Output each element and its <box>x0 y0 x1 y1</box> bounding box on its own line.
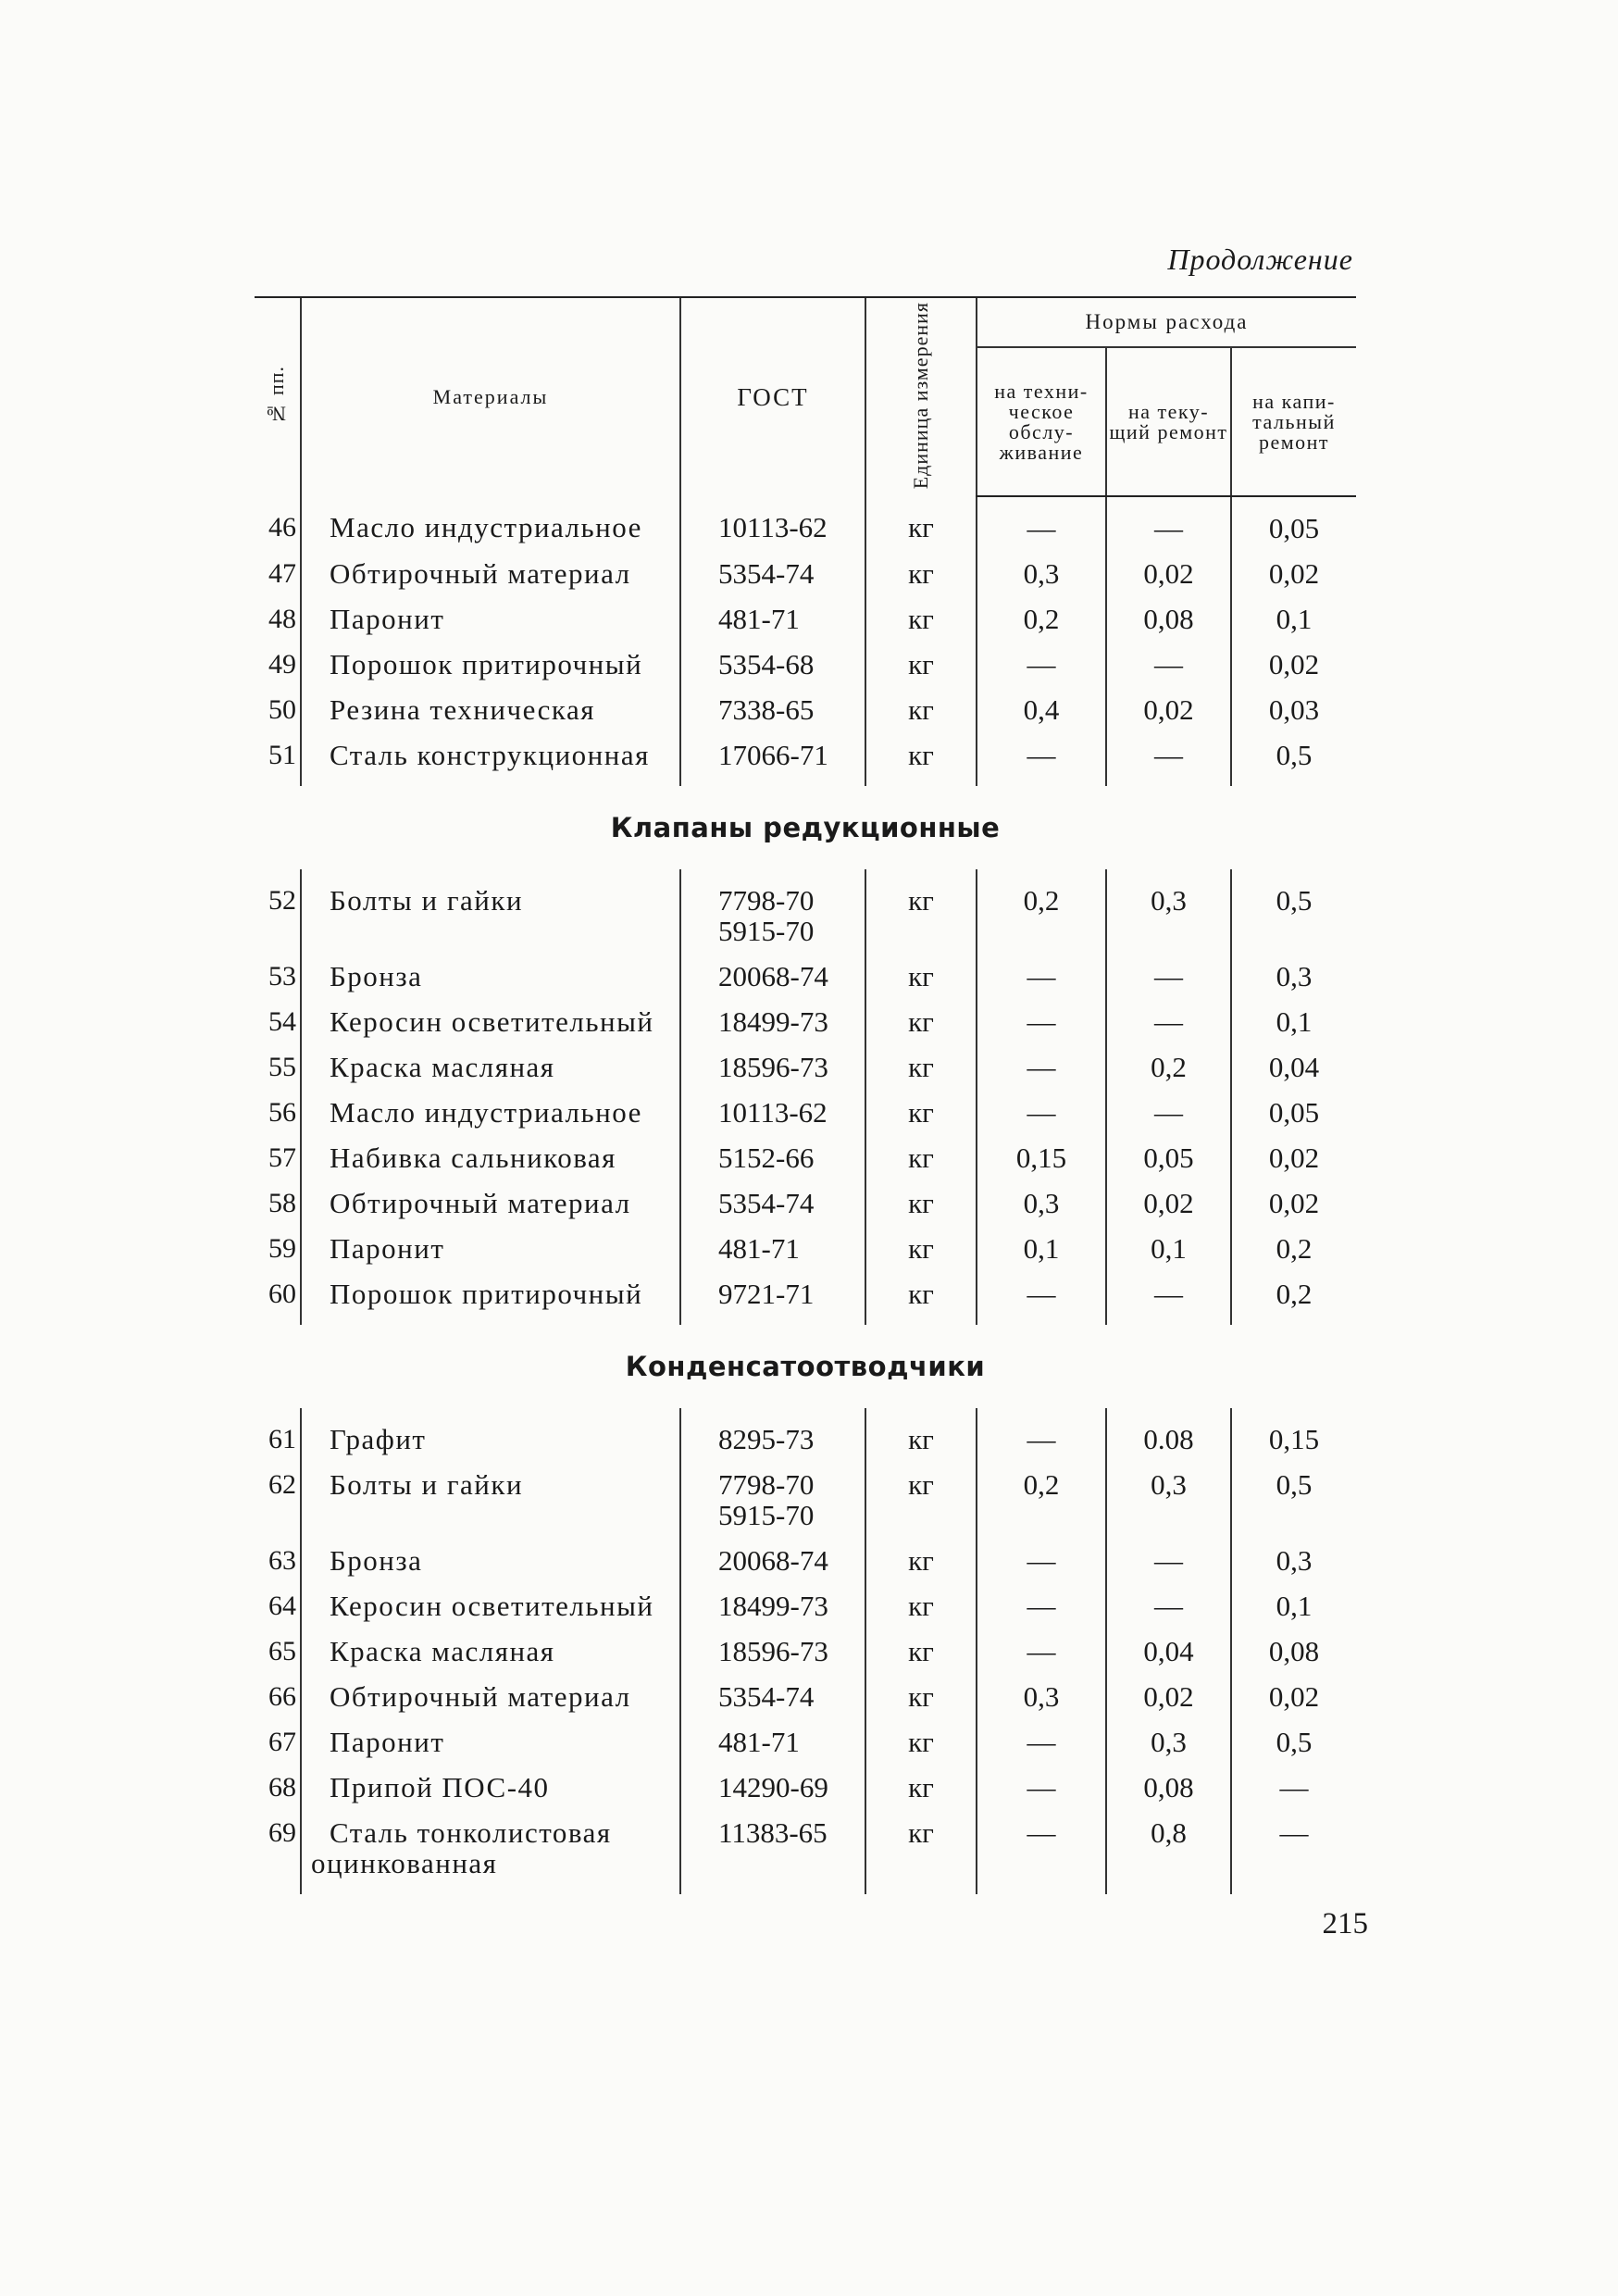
material-name: Масло индустриальное <box>301 1098 680 1143</box>
norm-current-repair: 0,3 <box>1106 1470 1231 1546</box>
norm-current-repair: 0,04 <box>1106 1637 1231 1682</box>
material-name: Сталь конструкционная <box>301 741 680 786</box>
norm-capital-repair: 0,02 <box>1231 650 1356 695</box>
row-number: 65 <box>268 1636 296 1667</box>
table-row <box>255 1591 1356 1637</box>
gost-code: 18596-73 <box>680 1053 865 1098</box>
norm-capital-repair: 0,05 <box>1231 1098 1356 1143</box>
row-number: 66 <box>268 1681 296 1713</box>
row-number: 61 <box>268 1424 296 1455</box>
norm-current-repair: — <box>1106 496 1231 559</box>
unit: кг <box>865 1143 977 1189</box>
row-number: 49 <box>268 649 296 680</box>
unit: кг <box>865 962 977 1007</box>
unit: кг <box>865 650 977 695</box>
section-title: Конденсатоотводчики <box>625 1351 986 1383</box>
norm-maintenance: 0,2 <box>977 605 1106 650</box>
unit: кг <box>865 605 977 650</box>
norm-capital-repair: 0,1 <box>1231 1007 1356 1053</box>
header-current-repair: на теку- щий ремонт <box>1106 347 1231 496</box>
unit: кг <box>865 496 977 559</box>
material-name: Краска масляная <box>301 1637 680 1682</box>
row-number: 57 <box>268 1142 296 1174</box>
material-name: Припой ПОС-40 <box>301 1773 680 1818</box>
row-number: 47 <box>268 558 296 590</box>
gost-code: 5354-74 <box>680 1189 865 1234</box>
norm-maintenance: — <box>977 962 1106 1007</box>
norm-capital-repair: 0,5 <box>1231 1728 1356 1773</box>
row-number: 67 <box>268 1727 296 1758</box>
gost-code: 8295-73 <box>680 1408 865 1470</box>
unit: кг <box>865 1682 977 1728</box>
norm-maintenance: 0,3 <box>977 559 1106 605</box>
norm-current-repair: — <box>1106 650 1231 695</box>
gost-code: 17066-71 <box>680 741 865 786</box>
gost-code: 14290-69 <box>680 1773 865 1818</box>
norm-current-repair: 0,05 <box>1106 1143 1231 1189</box>
header-gost: ГОСТ <box>680 297 865 496</box>
gost-code: 18499-73 <box>680 1591 865 1637</box>
norm-capital-repair: 0,5 <box>1231 869 1356 962</box>
norm-maintenance: 0,1 <box>977 1234 1106 1279</box>
norm-current-repair: 0,02 <box>1106 695 1231 741</box>
material-name: Паронит <box>301 605 680 650</box>
material-name: Керосин осветительный <box>301 1591 680 1637</box>
material-name: Керосин осветительный <box>301 1007 680 1053</box>
norm-maintenance: — <box>977 1818 1106 1894</box>
table-row <box>255 869 1356 962</box>
norm-maintenance: 0,2 <box>977 1470 1106 1546</box>
row-number: 50 <box>268 694 296 726</box>
row-number: 58 <box>268 1188 296 1219</box>
norm-capital-repair: 0,02 <box>1231 559 1356 605</box>
material-name: Резина техническая <box>301 695 680 741</box>
norm-current-repair: 0,02 <box>1106 1189 1231 1234</box>
norm-current-repair: 0,2 <box>1106 1053 1231 1098</box>
norm-maintenance: — <box>977 1007 1106 1053</box>
table-row <box>255 1470 1356 1546</box>
row-number: 59 <box>268 1233 296 1265</box>
norm-capital-repair: 0,2 <box>1231 1234 1356 1279</box>
material-name: Краска масляная <box>301 1053 680 1098</box>
row-number: 60 <box>268 1279 296 1310</box>
norm-maintenance: — <box>977 1773 1106 1818</box>
gost-code: 7338-65 <box>680 695 865 741</box>
row-number: 51 <box>268 740 296 771</box>
gost-code: 7798-70 5915-70 <box>680 1470 865 1546</box>
row-number: 53 <box>268 961 296 992</box>
gost-code: 10113-62 <box>680 1098 865 1143</box>
norm-maintenance: 0,3 <box>977 1682 1106 1728</box>
unit: кг <box>865 1189 977 1234</box>
norm-capital-repair: — <box>1231 1818 1356 1894</box>
table-row <box>255 1189 1356 1234</box>
gost-code: 18596-73 <box>680 1637 865 1682</box>
table-row <box>255 1682 1356 1728</box>
norm-capital-repair: 0,02 <box>1231 1682 1356 1728</box>
unit: кг <box>865 1818 977 1894</box>
unit: кг <box>865 1279 977 1325</box>
material-name: Болты и гайки <box>301 869 680 962</box>
norm-maintenance: — <box>977 1408 1106 1470</box>
page-number: 215 <box>1322 1907 1368 1940</box>
unit: кг <box>865 1637 977 1682</box>
table-row <box>255 1546 1356 1591</box>
norm-maintenance: — <box>977 650 1106 695</box>
header-norms: Нормы расхода <box>977 297 1356 347</box>
header-unit: Единица измерения <box>865 297 977 496</box>
gost-code: 20068-74 <box>680 1546 865 1591</box>
material-name: Набивка сальниковая <box>301 1143 680 1189</box>
material-name: Болты и гайки <box>301 1470 680 1546</box>
gost-code: 5354-68 <box>680 650 865 695</box>
gost-code: 18499-73 <box>680 1007 865 1053</box>
gost-code: 481-71 <box>680 605 865 650</box>
row-number: 56 <box>268 1097 296 1129</box>
norm-maintenance: — <box>977 1279 1106 1325</box>
norm-maintenance: — <box>977 496 1106 559</box>
table-row <box>255 695 1356 741</box>
norm-capital-repair: 0,05 <box>1231 496 1356 559</box>
unit: кг <box>865 559 977 605</box>
gost-code: 11383-65 <box>680 1818 865 1894</box>
table-row <box>255 605 1356 650</box>
norm-current-repair: — <box>1106 741 1231 786</box>
unit: кг <box>865 1053 977 1098</box>
row-number: 46 <box>268 512 296 543</box>
norm-maintenance: — <box>977 1728 1106 1773</box>
unit: кг <box>865 1546 977 1591</box>
gost-code: 5354-74 <box>680 559 865 605</box>
material-name: Паронит <box>301 1234 680 1279</box>
material-name: Бронза <box>301 1546 680 1591</box>
norm-maintenance: — <box>977 741 1106 786</box>
norm-capital-repair: 0,1 <box>1231 1591 1356 1637</box>
norm-current-repair: — <box>1106 1546 1231 1591</box>
header-materials: Материалы <box>301 297 680 496</box>
header-capital-repair: на капи- тальный ремонт <box>1231 347 1356 496</box>
norm-capital-repair: 0,08 <box>1231 1637 1356 1682</box>
norm-current-repair: 0,02 <box>1106 1682 1231 1728</box>
gost-code: 481-71 <box>680 1234 865 1279</box>
table-row <box>255 1773 1356 1818</box>
gost-code: 481-71 <box>680 1728 865 1773</box>
material-name: Бронза <box>301 962 680 1007</box>
gost-code: 9721-71 <box>680 1279 865 1325</box>
unit: кг <box>865 1591 977 1637</box>
unit: кг <box>865 1470 977 1546</box>
norm-maintenance: — <box>977 1053 1106 1098</box>
table-row <box>255 1279 1356 1325</box>
table-row <box>255 496 1356 559</box>
table-row <box>255 559 1356 605</box>
material-name: Обтирочный материал <box>301 1189 680 1234</box>
unit: кг <box>865 695 977 741</box>
section-heading-row <box>255 786 1356 869</box>
table-header <box>255 297 1356 496</box>
material-name: Графит <box>301 1408 680 1470</box>
unit: кг <box>865 1007 977 1053</box>
table-row <box>255 1637 1356 1682</box>
row-number: 63 <box>268 1545 296 1577</box>
norm-maintenance: 0,15 <box>977 1143 1106 1189</box>
material-name: Обтирочный материал <box>301 1682 680 1728</box>
norm-maintenance: 0,2 <box>977 869 1106 962</box>
materials-norms-table <box>255 296 1356 1894</box>
norm-capital-repair: 0,02 <box>1231 1189 1356 1234</box>
norm-maintenance: 0,4 <box>977 695 1106 741</box>
continuation-label: Продолжение <box>1167 243 1353 276</box>
norm-capital-repair: 0,02 <box>1231 1143 1356 1189</box>
table-body <box>255 496 1356 1894</box>
norm-maintenance: 0,3 <box>977 1189 1106 1234</box>
material-name: Порошок притирочный <box>301 650 680 695</box>
norm-current-repair: 0.08 <box>1106 1408 1231 1470</box>
header-no: № пп. <box>255 297 301 496</box>
norm-capital-repair: 0,04 <box>1231 1053 1356 1098</box>
gost-code: 10113-62 <box>680 496 865 559</box>
row-number: 48 <box>268 604 296 635</box>
norm-capital-repair: 0,15 <box>1231 1408 1356 1470</box>
norm-current-repair: 0,8 <box>1106 1818 1231 1894</box>
unit: кг <box>865 1773 977 1818</box>
material-name: Масло индустриальное <box>301 496 680 559</box>
norm-capital-repair: 0,1 <box>1231 605 1356 650</box>
table-row <box>255 1143 1356 1189</box>
norm-capital-repair: 0,3 <box>1231 962 1356 1007</box>
table-row <box>255 1818 1356 1894</box>
norm-current-repair: 0,08 <box>1106 605 1231 650</box>
section-title: Клапаны редукционные <box>610 812 1001 844</box>
norm-current-repair: — <box>1106 1279 1231 1325</box>
table-row <box>255 1234 1356 1279</box>
row-number: 69 <box>268 1817 296 1849</box>
norm-maintenance: — <box>977 1591 1106 1637</box>
table-row <box>255 1408 1356 1470</box>
norm-current-repair: 0,08 <box>1106 1773 1231 1818</box>
row-number: 55 <box>268 1052 296 1083</box>
norm-maintenance: — <box>977 1637 1106 1682</box>
table-row <box>255 1007 1356 1053</box>
norm-capital-repair: 0,03 <box>1231 695 1356 741</box>
gost-code: 5354-74 <box>680 1682 865 1728</box>
norm-capital-repair: 0,3 <box>1231 1546 1356 1591</box>
table-row <box>255 650 1356 695</box>
unit: кг <box>865 741 977 786</box>
norm-current-repair: 0,3 <box>1106 869 1231 962</box>
norm-current-repair: — <box>1106 1098 1231 1143</box>
gost-code: 5152-66 <box>680 1143 865 1189</box>
norm-capital-repair: — <box>1231 1773 1356 1818</box>
norm-current-repair: 0,1 <box>1106 1234 1231 1279</box>
gost-code: 7798-70 5915-70 <box>680 869 865 962</box>
norm-current-repair: — <box>1106 1591 1231 1637</box>
material-name: Паронит <box>301 1728 680 1773</box>
material-name: Обтирочный материал <box>301 559 680 605</box>
unit: кг <box>865 1098 977 1143</box>
norm-maintenance: — <box>977 1546 1106 1591</box>
unit: кг <box>865 1408 977 1470</box>
norm-capital-repair: 0,5 <box>1231 741 1356 786</box>
table-row <box>255 962 1356 1007</box>
norm-current-repair: — <box>1106 1007 1231 1053</box>
material-name: Порошок притирочный <box>301 1279 680 1325</box>
section-heading-row <box>255 1325 1356 1408</box>
table-row <box>255 1098 1356 1143</box>
table-row <box>255 1053 1356 1098</box>
unit: кг <box>865 1234 977 1279</box>
norm-capital-repair: 0,5 <box>1231 1470 1356 1546</box>
unit: кг <box>865 1728 977 1773</box>
table-row <box>255 741 1356 786</box>
norm-maintenance: — <box>977 1098 1106 1143</box>
header-maintenance: на техни- ческое обслу- живание <box>977 347 1106 496</box>
row-number: 52 <box>268 885 296 917</box>
row-number: 54 <box>268 1006 296 1038</box>
row-number: 68 <box>268 1772 296 1803</box>
gost-code: 20068-74 <box>680 962 865 1007</box>
norm-capital-repair: 0,2 <box>1231 1279 1356 1325</box>
unit: кг <box>865 869 977 962</box>
norm-current-repair: 0,02 <box>1106 559 1231 605</box>
row-number: 62 <box>268 1469 296 1501</box>
table-row <box>255 1728 1356 1773</box>
norm-current-repair: — <box>1106 962 1231 1007</box>
row-number: 64 <box>268 1591 296 1622</box>
norm-current-repair: 0,3 <box>1106 1728 1231 1773</box>
material-name: Сталь тонколистовая оцинкованная <box>301 1818 680 1894</box>
